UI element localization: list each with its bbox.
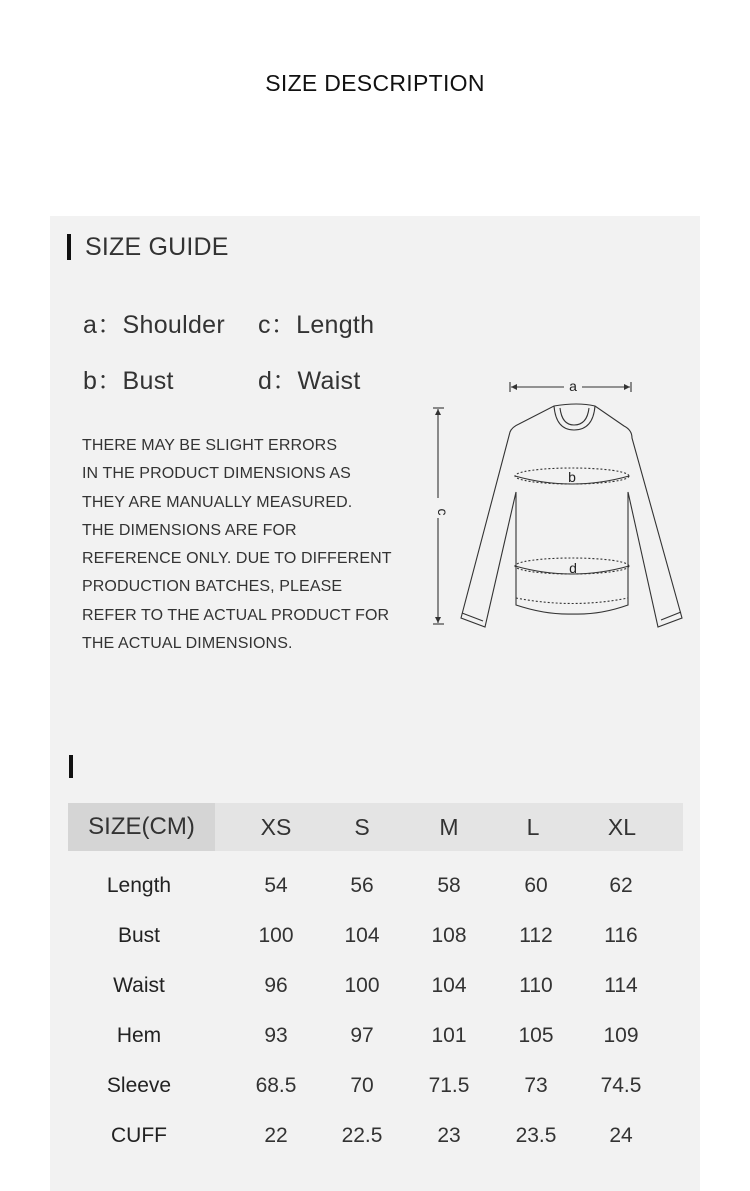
- table-cell: 23: [437, 1124, 461, 1147]
- table-cell: 97: [350, 1024, 374, 1047]
- disclaimer-line: PRODUCTION BATCHES, PLEASE: [82, 578, 343, 596]
- legend-key: a：: [83, 311, 123, 339]
- length-arrow-head: [435, 409, 441, 415]
- legend-label: Shoulder: [122, 311, 225, 339]
- shoulder-arrow-head: [624, 384, 630, 390]
- collar-inner: [560, 408, 589, 425]
- table-row-label: Bust: [117, 924, 161, 947]
- legend-shoulder: [83, 305, 225, 341]
- table-cell: 109: [603, 1024, 639, 1047]
- size-column-header: XL: [607, 813, 637, 840]
- legend-label: Waist: [297, 367, 361, 395]
- table-row-label: Hem: [116, 1024, 162, 1047]
- section-marker: [69, 755, 73, 778]
- measurement-disclaimer: [82, 432, 422, 658]
- table-cell: 105: [518, 1024, 554, 1047]
- table-cell: 60: [524, 874, 548, 897]
- table-cell: 116: [604, 924, 638, 947]
- table-cell: 93: [264, 1024, 288, 1047]
- table-cell: 24: [609, 1124, 633, 1147]
- legend-label: Length: [296, 311, 375, 339]
- table-cell: 22: [264, 1124, 288, 1147]
- label-d: d: [569, 560, 577, 576]
- disclaimer-line: REFERENCE ONLY. DUE TO DIFFERENT: [82, 550, 392, 568]
- sweater-measurement-diagram: [428, 372, 690, 634]
- size-column-header: L: [526, 813, 540, 840]
- table-row-label: Sleeve: [106, 1074, 172, 1097]
- size-header-cell: SIZE(CM): [68, 803, 215, 851]
- table-row-label: Length: [106, 874, 172, 897]
- table-cell: 71.5: [428, 1074, 470, 1097]
- table-cell: 100: [344, 974, 380, 997]
- hem-stitch: [516, 598, 628, 604]
- disclaimer-line: THE ACTUAL DIMENSIONS.: [82, 635, 293, 653]
- section-marker: [67, 234, 71, 260]
- table-cell: 58: [437, 874, 461, 897]
- table-cell: 110: [519, 974, 553, 997]
- table-cell: 108: [431, 924, 467, 947]
- disclaimer-line: THERE MAY BE SLIGHT ERRORS: [82, 437, 338, 454]
- table-cell: 104: [431, 974, 467, 997]
- table-cell: 114: [604, 974, 638, 997]
- table-row-label: Waist: [113, 974, 165, 997]
- legend-bust: [83, 361, 174, 397]
- size-column-header: M: [439, 813, 459, 840]
- disclaimer-line: REFER TO THE ACTUAL PRODUCT FOR: [82, 606, 390, 624]
- legend-waist: [258, 361, 361, 397]
- shoulder-arrow-head: [511, 384, 517, 390]
- legend-length: [258, 305, 374, 341]
- table-cell: 54: [264, 874, 288, 897]
- table-cell: 112: [519, 924, 553, 947]
- disclaimer-line: THE DIMENSIONS ARE FOR: [82, 521, 297, 539]
- table-cell: 22.5: [341, 1124, 383, 1147]
- legend-key: c：: [258, 311, 297, 339]
- table-cell: 23.5: [515, 1124, 557, 1147]
- sweater-outline: [461, 404, 682, 627]
- table-cell: 104: [344, 924, 380, 947]
- table-row-label: CUFF: [111, 1124, 167, 1147]
- legend-key: d：: [258, 367, 298, 395]
- table-cell: 56: [350, 874, 374, 897]
- legend-key: b：: [83, 367, 123, 395]
- table-cell: 74.5: [600, 1074, 642, 1097]
- label-a: a: [569, 378, 577, 394]
- length-arrow-head: [435, 617, 441, 623]
- label-b: b: [568, 469, 576, 485]
- page-title: SIZE DESCRIPTION: [265, 70, 485, 96]
- table-cell: 100: [258, 924, 294, 947]
- table-cell: 96: [264, 974, 288, 997]
- size-column-header: XS: [260, 813, 292, 840]
- disclaimer-line: THEY ARE MANUALLY MEASURED.: [82, 493, 353, 511]
- size-guide-title: SIZE GUIDE: [85, 233, 229, 261]
- table-cell: 101: [431, 1024, 467, 1047]
- disclaimer-line: IN THE PRODUCT DIMENSIONS AS: [82, 465, 351, 483]
- table-cell: 73: [524, 1074, 548, 1097]
- right-cuff: [661, 612, 681, 620]
- table-cell: 68.5: [255, 1074, 297, 1097]
- table-cell: 70: [350, 1074, 374, 1097]
- legend-label: Bust: [122, 367, 174, 395]
- table-cell: 62: [609, 874, 633, 897]
- label-c: c: [435, 508, 451, 516]
- size-column-header: S: [354, 813, 370, 840]
